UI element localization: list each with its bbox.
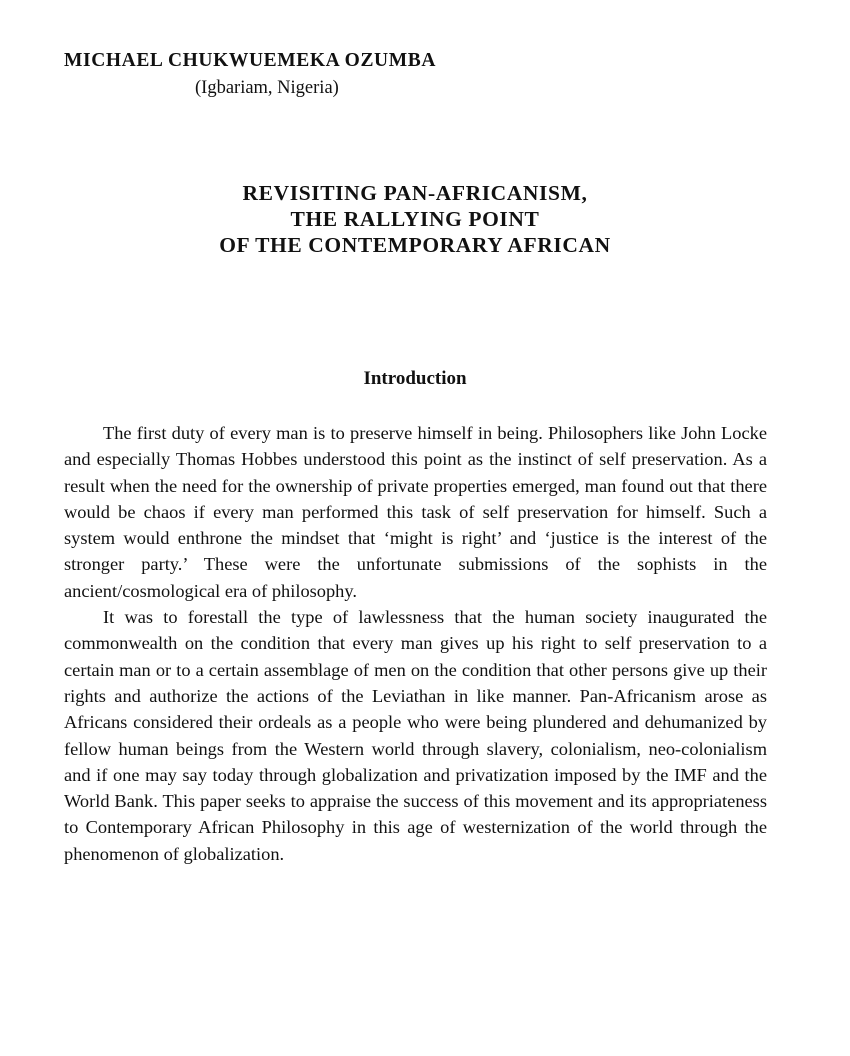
section-heading: Introduction <box>363 368 467 389</box>
author-affiliation: (Igbariam, Nigeria) <box>195 78 339 98</box>
section-body <box>64 420 767 867</box>
paragraph-1: The first duty of every man is to preserve himself in being. Philosophers like John Locke and especially Thomas Hobbes understood this point as the instinct of self preservation. As a result when the need for the ownership of private properties emerged, man found out that there would be chaos if every man performed this task of self preservation for himself. Such a system would enthrone the mindset that ‘might is right’ and ‘justice is the interest of the stronger party.’ These were the unfortunate submissions of the sophists in the ancient/cosmological era of philosophy. <box>64 423 767 601</box>
author-name: MICHAEL CHUKWUEMEKA OZUMBA <box>64 50 437 71</box>
title-line-2: THE RALLYING POINT <box>290 207 540 231</box>
paragraph-2: It was to forestall the type of lawlessness that the human society inaugurated the commonwealth on the condition that every man gives up his right to self preservation to a certain man or to a certain assemblage of men on the condition that other persons give up their rights and authorize the actions of the Leviathan in like manner. Pan-Africanism arose as Africans considered their ordeals as a people who were being plundered and dehumanized by fellow human beings from the Western world through slavery, colonialism, neo-colonialism and if one may say today through globalization and privatization imposed by the IMF and the World Bank. This paper seeks to appraise the success of this movement and its appropriateness to Contemporary African Philosophy in this age of westernization of the world through the phenomenon of globalization. <box>64 607 767 864</box>
paper-title <box>0 180 830 258</box>
title-line-1: REVISITING PAN-AFRICANISM, <box>242 181 588 205</box>
title-line-3: OF THE CONTEMPORARY AFRICAN <box>219 233 611 257</box>
